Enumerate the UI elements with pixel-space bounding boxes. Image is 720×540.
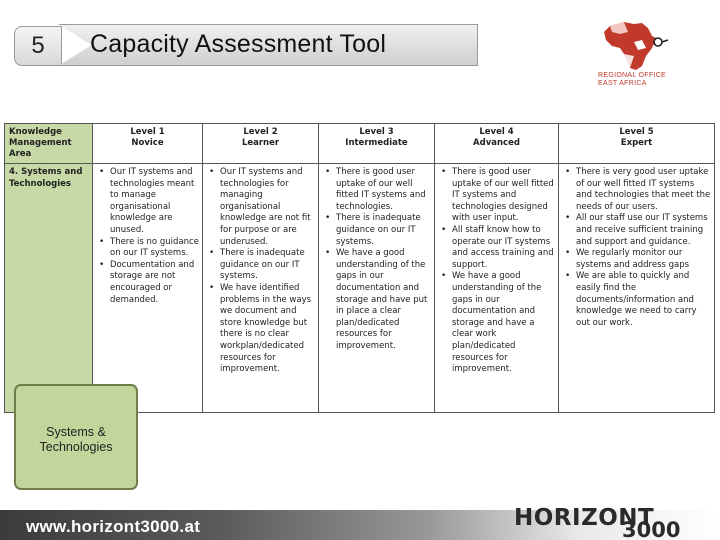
slide-number-box xyxy=(14,26,62,66)
header-level-4: Level 4 Advanced xyxy=(435,124,559,164)
list-item: • We have a good understanding of the gaps in our documentation and storage and have a clear work plan/dedicated resources for improvement. xyxy=(439,271,555,375)
header-area: Knowledge Management Area xyxy=(5,124,93,164)
list-item: • All staff know how to operate our IT systems and access training and support. xyxy=(439,225,555,271)
logo-caption-line1: REGIONAL OFFICE xyxy=(598,72,667,79)
list-item: • We regularly monitor our systems and address gaps xyxy=(563,248,711,271)
header-level-1: Level 1 Novice xyxy=(93,124,203,164)
level-4-cell xyxy=(435,164,559,413)
brand-logo-text: HORIZONT xyxy=(514,505,655,531)
list-item: • We are able to quickly and easily find the documents/information and knowledge we need to carry out our work. xyxy=(563,271,711,329)
logo-caption xyxy=(598,72,666,88)
footer-url[interactable]: www.horizont3000.at xyxy=(26,517,201,536)
brand-logo-number: 3000 xyxy=(622,518,681,540)
africa-map-icon xyxy=(590,18,670,73)
header-level-5: Level 5 Expert xyxy=(559,124,715,164)
table-row xyxy=(5,164,715,413)
slide-number: 5 xyxy=(31,32,45,59)
area-cell: 4. Systems and Technologies xyxy=(5,164,93,413)
systems-technologies-callout xyxy=(14,384,138,490)
logo-caption-line2: EAST AFRICA xyxy=(598,80,647,87)
list-item: • There is good user uptake of our well fitted IT systems and technologies designed with user input. xyxy=(439,167,555,225)
assessment-table xyxy=(4,123,714,413)
level-2-cell xyxy=(203,164,319,413)
list-item: • Our IT systems and technologies for managing organisational knowledge are not fit for purpose or are underused. xyxy=(207,167,315,248)
list-item: • Documentation and storage are not encouraged or demanded. xyxy=(97,260,199,306)
callout-line1: Systems & xyxy=(46,425,106,439)
level-3-cell xyxy=(319,164,435,413)
list-item: • We have a good understanding of the gaps in our documentation and storage and have put in place a clear plan/dedicated resources for improvement. xyxy=(323,248,431,352)
callout-line2: Technologies xyxy=(39,440,113,454)
level-1-cell xyxy=(93,164,203,413)
list-item: • There is good user uptake of our well fitted IT systems and technologies. xyxy=(323,167,431,213)
list-item: • There is inadequate guidance on our IT systems. xyxy=(207,248,315,283)
list-item: • There is very good user uptake of our well fitted IT systems and technologies that meet the needs of our users. xyxy=(563,167,711,213)
list-item: • There is no guidance on our IT systems. xyxy=(97,237,199,260)
table-header-row xyxy=(5,124,715,164)
list-item: • There is inadequate guidance on our IT systems. xyxy=(323,213,431,248)
header-level-2: Level 2 Learner xyxy=(203,124,319,164)
header-level-3: Level 3 Intermediate xyxy=(319,124,435,164)
list-item: • We have identified problems in the ways we document and store knowledge but there is no clear workplan/dedicated resources for improvement. xyxy=(207,283,315,376)
callout-text xyxy=(22,392,130,482)
level-5-cell xyxy=(559,164,715,413)
list-item: • Our IT systems and technologies meant to manage organisational knowledge are unused. xyxy=(97,167,199,237)
slide-title: Capacity Assessment Tool xyxy=(90,30,387,58)
list-item: • All our staff use our IT systems and receive sufficient training and support and guidance. xyxy=(563,213,711,248)
